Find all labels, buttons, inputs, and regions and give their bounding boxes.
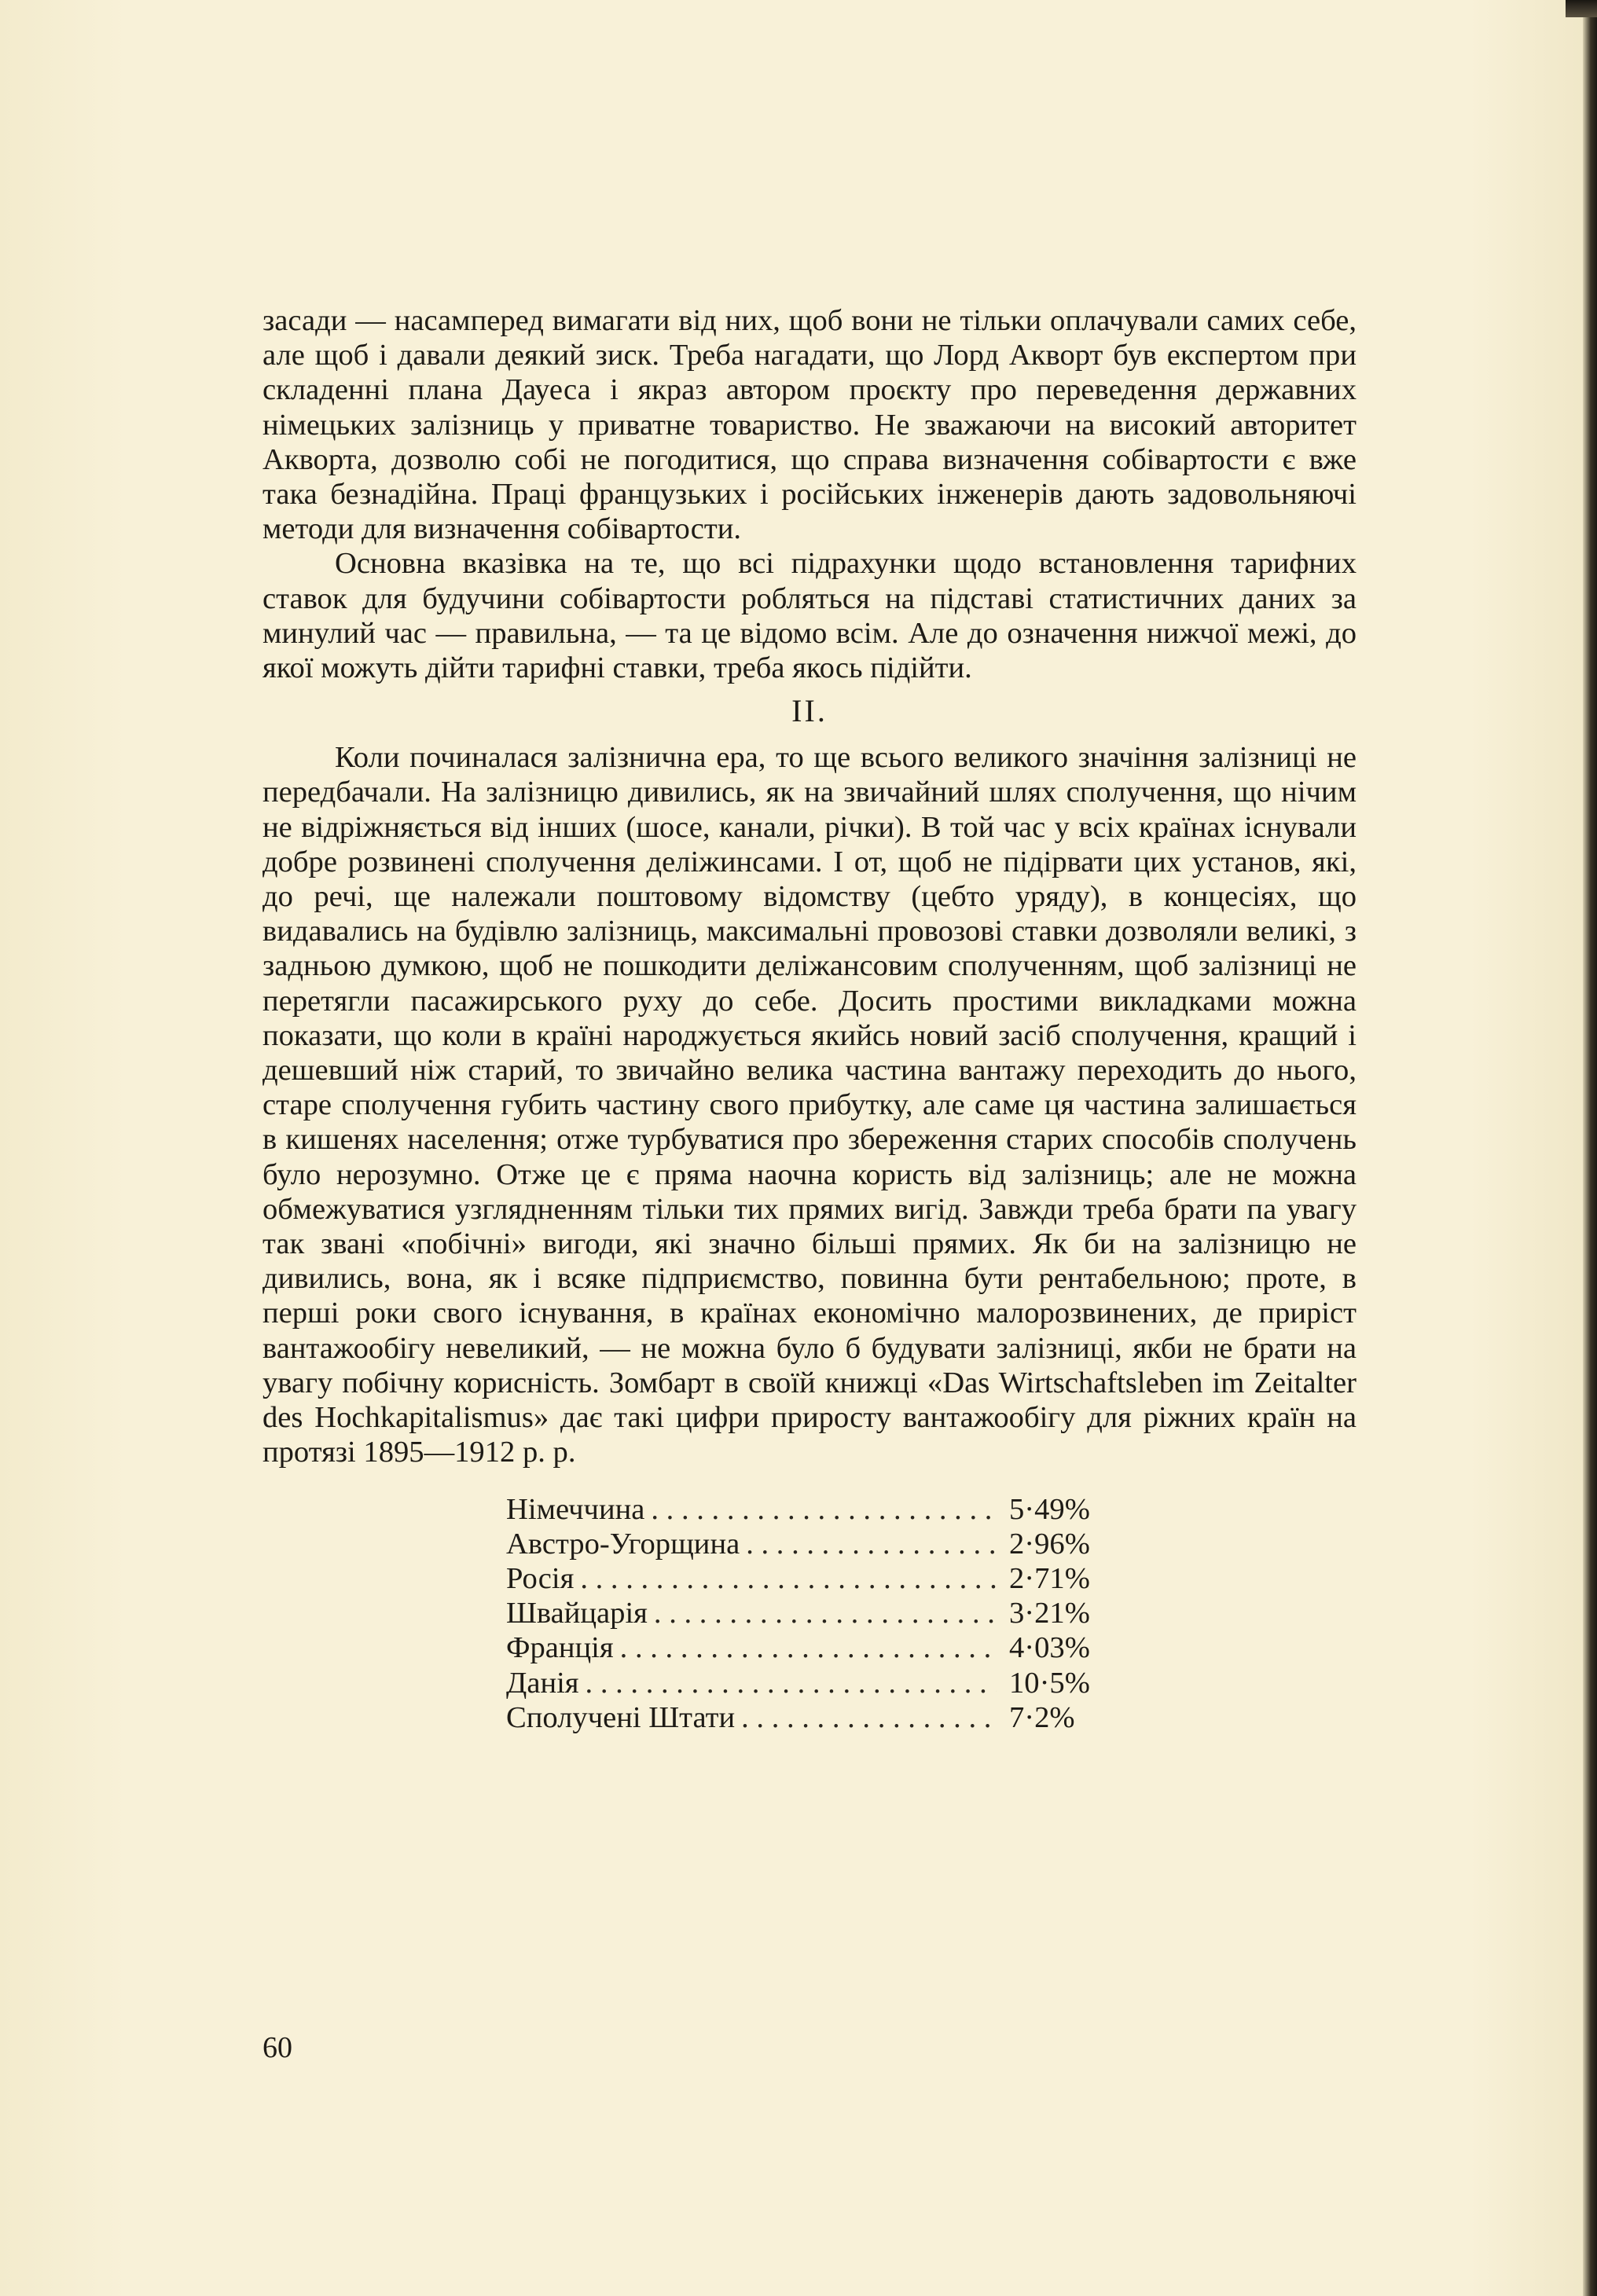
- country-name: Франція: [506, 1631, 614, 1665]
- country-name: Сполучені Штати: [506, 1700, 736, 1734]
- growth-value: 5·49%: [1009, 1492, 1090, 1526]
- dot-leader: [586, 1666, 997, 1700]
- growth-value: 7·2%: [1009, 1700, 1075, 1734]
- paragraph-tariff-note: Основна вказівка на те, що всі підрахунки щодо встановлення тарифних ставок для будучини собівартости робляться на підставі статистичних даних за минулий час — правильна, — та це відомо всім. Але до означення нижчої межі, до якої можуть дійти тарифні ставки, треба якось підійти.: [262, 547, 1357, 685]
- paragraph-railway-era: Коли починалася залізнична ера, то ще всього великого значіння залізниці не передбачали. На залізницю дивились, як на звичайний шлях сполучення, що нічим не відріжняється від інших (шосе, канали, річки). В той час у всіх країнах існували добре розвинені сполучення деліжинсами. І от, щоб не підірвати цих установ, які, до речі, ще належали поштовому відомству (цебто уряду), в концесіях, що видавались на будівлю залізниць, максимальні провозові ставки дозволяли великі, з задньою думкою, щоб не пошкодити деліжансовим сполученням, щоб залізниці не перетягли пасажирського руху до себе. Досить простими викладками можна показати, що коли в країні народжується якийсь новий засіб сполучення, кращий і дешевший ніж старий, то звичайно велика частина вантажу переходить до нього, старе сполучення губить частину свого прибутку, але саме ця частина залишається в кишенях населення; отже турбуватися про збереження старих способів сполучень було нерозумно. Отже це є пряма наочна користь від залізниць; але не можна обмежуватися узглядненням тільки тих прямих вигід. Завжди треба брати па увагу так звані «побічні» вигоди, які значно більші прямих. Як би на залізницю не дивились, вона, як і всяке підприємство, повинна бути рентабельною; проте, в перші роки свого існування, в країнах економічно малорозвинених, де приріст вантажообігу невеликий, — не можна було б будувати залізниці, якби не брати на увагу побічну корисність. Зомбарт в своїй книжці «Das Wirtschaftsleben im Zeitalter des Hochkapitalismus» дає такі цифри приросту вантажообігу для ріжних країн на протязі 1895—1912 р. р.: [262, 741, 1357, 1469]
- dot-leader: [654, 1596, 997, 1630]
- country-name: Росія: [506, 1561, 575, 1595]
- table-row: [506, 1561, 1127, 1596]
- table-row: [506, 1666, 1127, 1700]
- page-corner-shadow: [1566, 0, 1597, 17]
- dot-leader: [620, 1630, 997, 1665]
- country-name: Данія: [506, 1666, 579, 1700]
- dot-leader: [746, 1527, 997, 1561]
- table-row: [506, 1596, 1127, 1630]
- table-row: [506, 1492, 1127, 1527]
- dot-leader: [651, 1492, 997, 1527]
- growth-value: 4·03%: [1009, 1631, 1090, 1665]
- country-name: Австро-Угорщина: [506, 1527, 740, 1561]
- dot-leader: [580, 1561, 997, 1596]
- page-text-block: [262, 303, 1357, 1735]
- table-row: [506, 1630, 1127, 1665]
- table-row: [506, 1700, 1127, 1735]
- growth-value: 2·96%: [1009, 1527, 1090, 1561]
- paragraph-continued: засади — насамперед вимагати від них, щоб вони не тільки оплачували самих себе, але щоб і давали деякий зиск. Треба нагадати, що Лорд Акворт був експертом при складенні плана Дауеса і якраз автором проєкту про переведення державних німецьких залізниць у приватне товариство. Не зважаючи на високий авторитет Акворта, дозволю собі не погодитися, що справа визначення собівартости є вже така безнадійна. Праці французьких і російських інженерів дають задовольняючі методи для визначення собівартости.: [262, 304, 1357, 546]
- country-name: Німеччина: [506, 1492, 645, 1526]
- table-row: [506, 1527, 1127, 1561]
- freight-growth-table: [506, 1492, 1127, 1735]
- page-binding-edge: [1583, 0, 1597, 2296]
- growth-value: 3·21%: [1009, 1597, 1090, 1630]
- page-number: 60: [262, 2031, 292, 2064]
- country-name: Швайцарія: [506, 1597, 648, 1630]
- dot-leader: [741, 1700, 997, 1735]
- section-heading: II.: [791, 693, 828, 729]
- growth-value: 10·5%: [1009, 1666, 1090, 1700]
- growth-value: 2·71%: [1009, 1561, 1090, 1595]
